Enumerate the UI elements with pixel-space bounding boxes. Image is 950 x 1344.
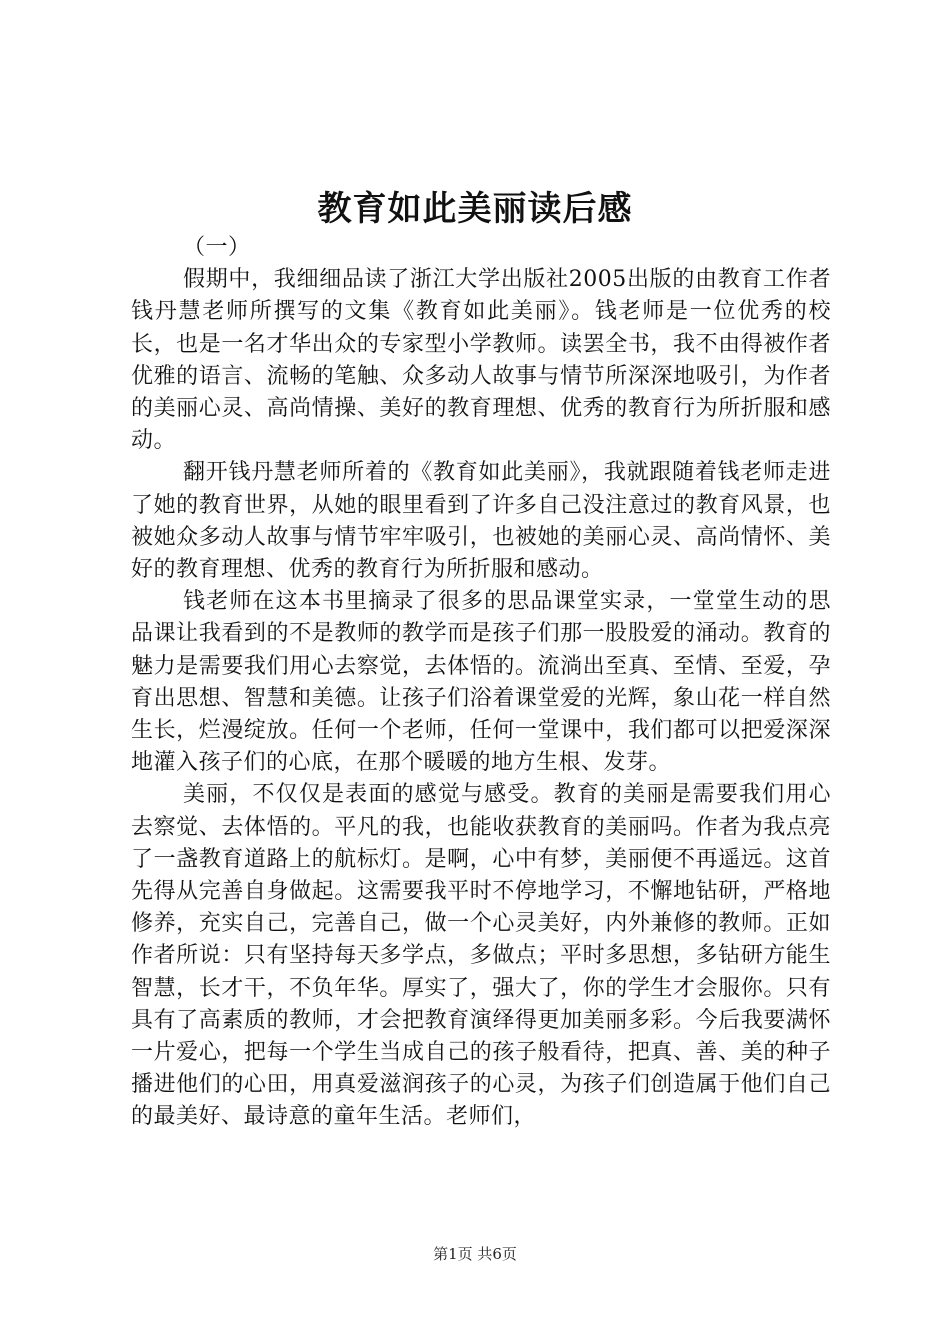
- section-label: （一）: [183, 235, 251, 260]
- document-body: [131, 232, 831, 1134]
- document-title: 教育如此美丽读后感: [317, 189, 633, 229]
- page-footer: 第1页 共6页: [433, 1245, 517, 1263]
- paragraph-1: 假期中，我细细品读了浙江大学出版社2005出版的由教育工作者钱丹慧老师所撰写的文集《教育如此美丽》。钱老师是一位优秀的校长，也是一名才华出众的专家型小学教师。读罢全书，我不由得被作者优雅的语言、流畅的笔触、众多动人故事与情节所深深地吸引，为作者的美丽心灵、高尚情操、美好的教育理想、优秀的教育行为所折服和感动。: [131, 267, 831, 454]
- paragraph-2: 翻开钱丹慧老师所着的《教育如此美丽》，我就跟随着钱老师走进了她的教育世界，从她的眼里看到了许多自己没注意过的教育风景，也被她众多动人故事与情节牢牢吸引，也被她的美丽心灵、高尚情怀、美好的教育理想、优秀的教育行为所折服和感动。: [131, 460, 831, 583]
- paragraph-4: 美丽，不仅仅是表面的感觉与感受。教育的美丽是需要我们用心去察觉、去体悟的。平凡的我，也能收获教育的美丽吗。作者为我点亮了一盏教育道路上的航标灯。是啊，心中有梦，美丽便不再遥远。这首先得从完善自身做起。这需要我平时不停地学习，不懈地钻研，严格地修养，充实自己，完善自己，做一个心灵美好，内外兼修的教师。正如作者所说：只有坚持每天多学点，多做点；平时多思想，多钻研方能生智慧，长才干，不负年华。厚实了，强大了，你的学生才会服你。只有具有了高素质的教师，才会把教育演绎得更加美丽多彩。今后我要满怀一片爱心，把每一个学生当成自己的孩子般看待，把真、善、美的种子播进他们的心田，用真爱滋润孩子的心灵，为孩子们创造属于他们自己的最美好、最诗意的童年生活。老师们，: [131, 782, 831, 1130]
- paragraph-3: 钱老师在这本书里摘录了很多的思品课堂实录，一堂堂生动的思品课让我看到的不是教师的教学而是孩子们那一股股爱的涌动。教育的魅力是需要我们用心去察觉，去体悟的。流淌出至真、至情、至爱，孕育出思想、智慧和美德。让孩子们浴着课堂爱的光辉，象山花一样自然生长，烂漫绽放。任何一个老师，任何一堂课中，我们都可以把爱深深地灌入孩子们的心底，在那个暖暖的地方生根、发芽。: [131, 589, 831, 776]
